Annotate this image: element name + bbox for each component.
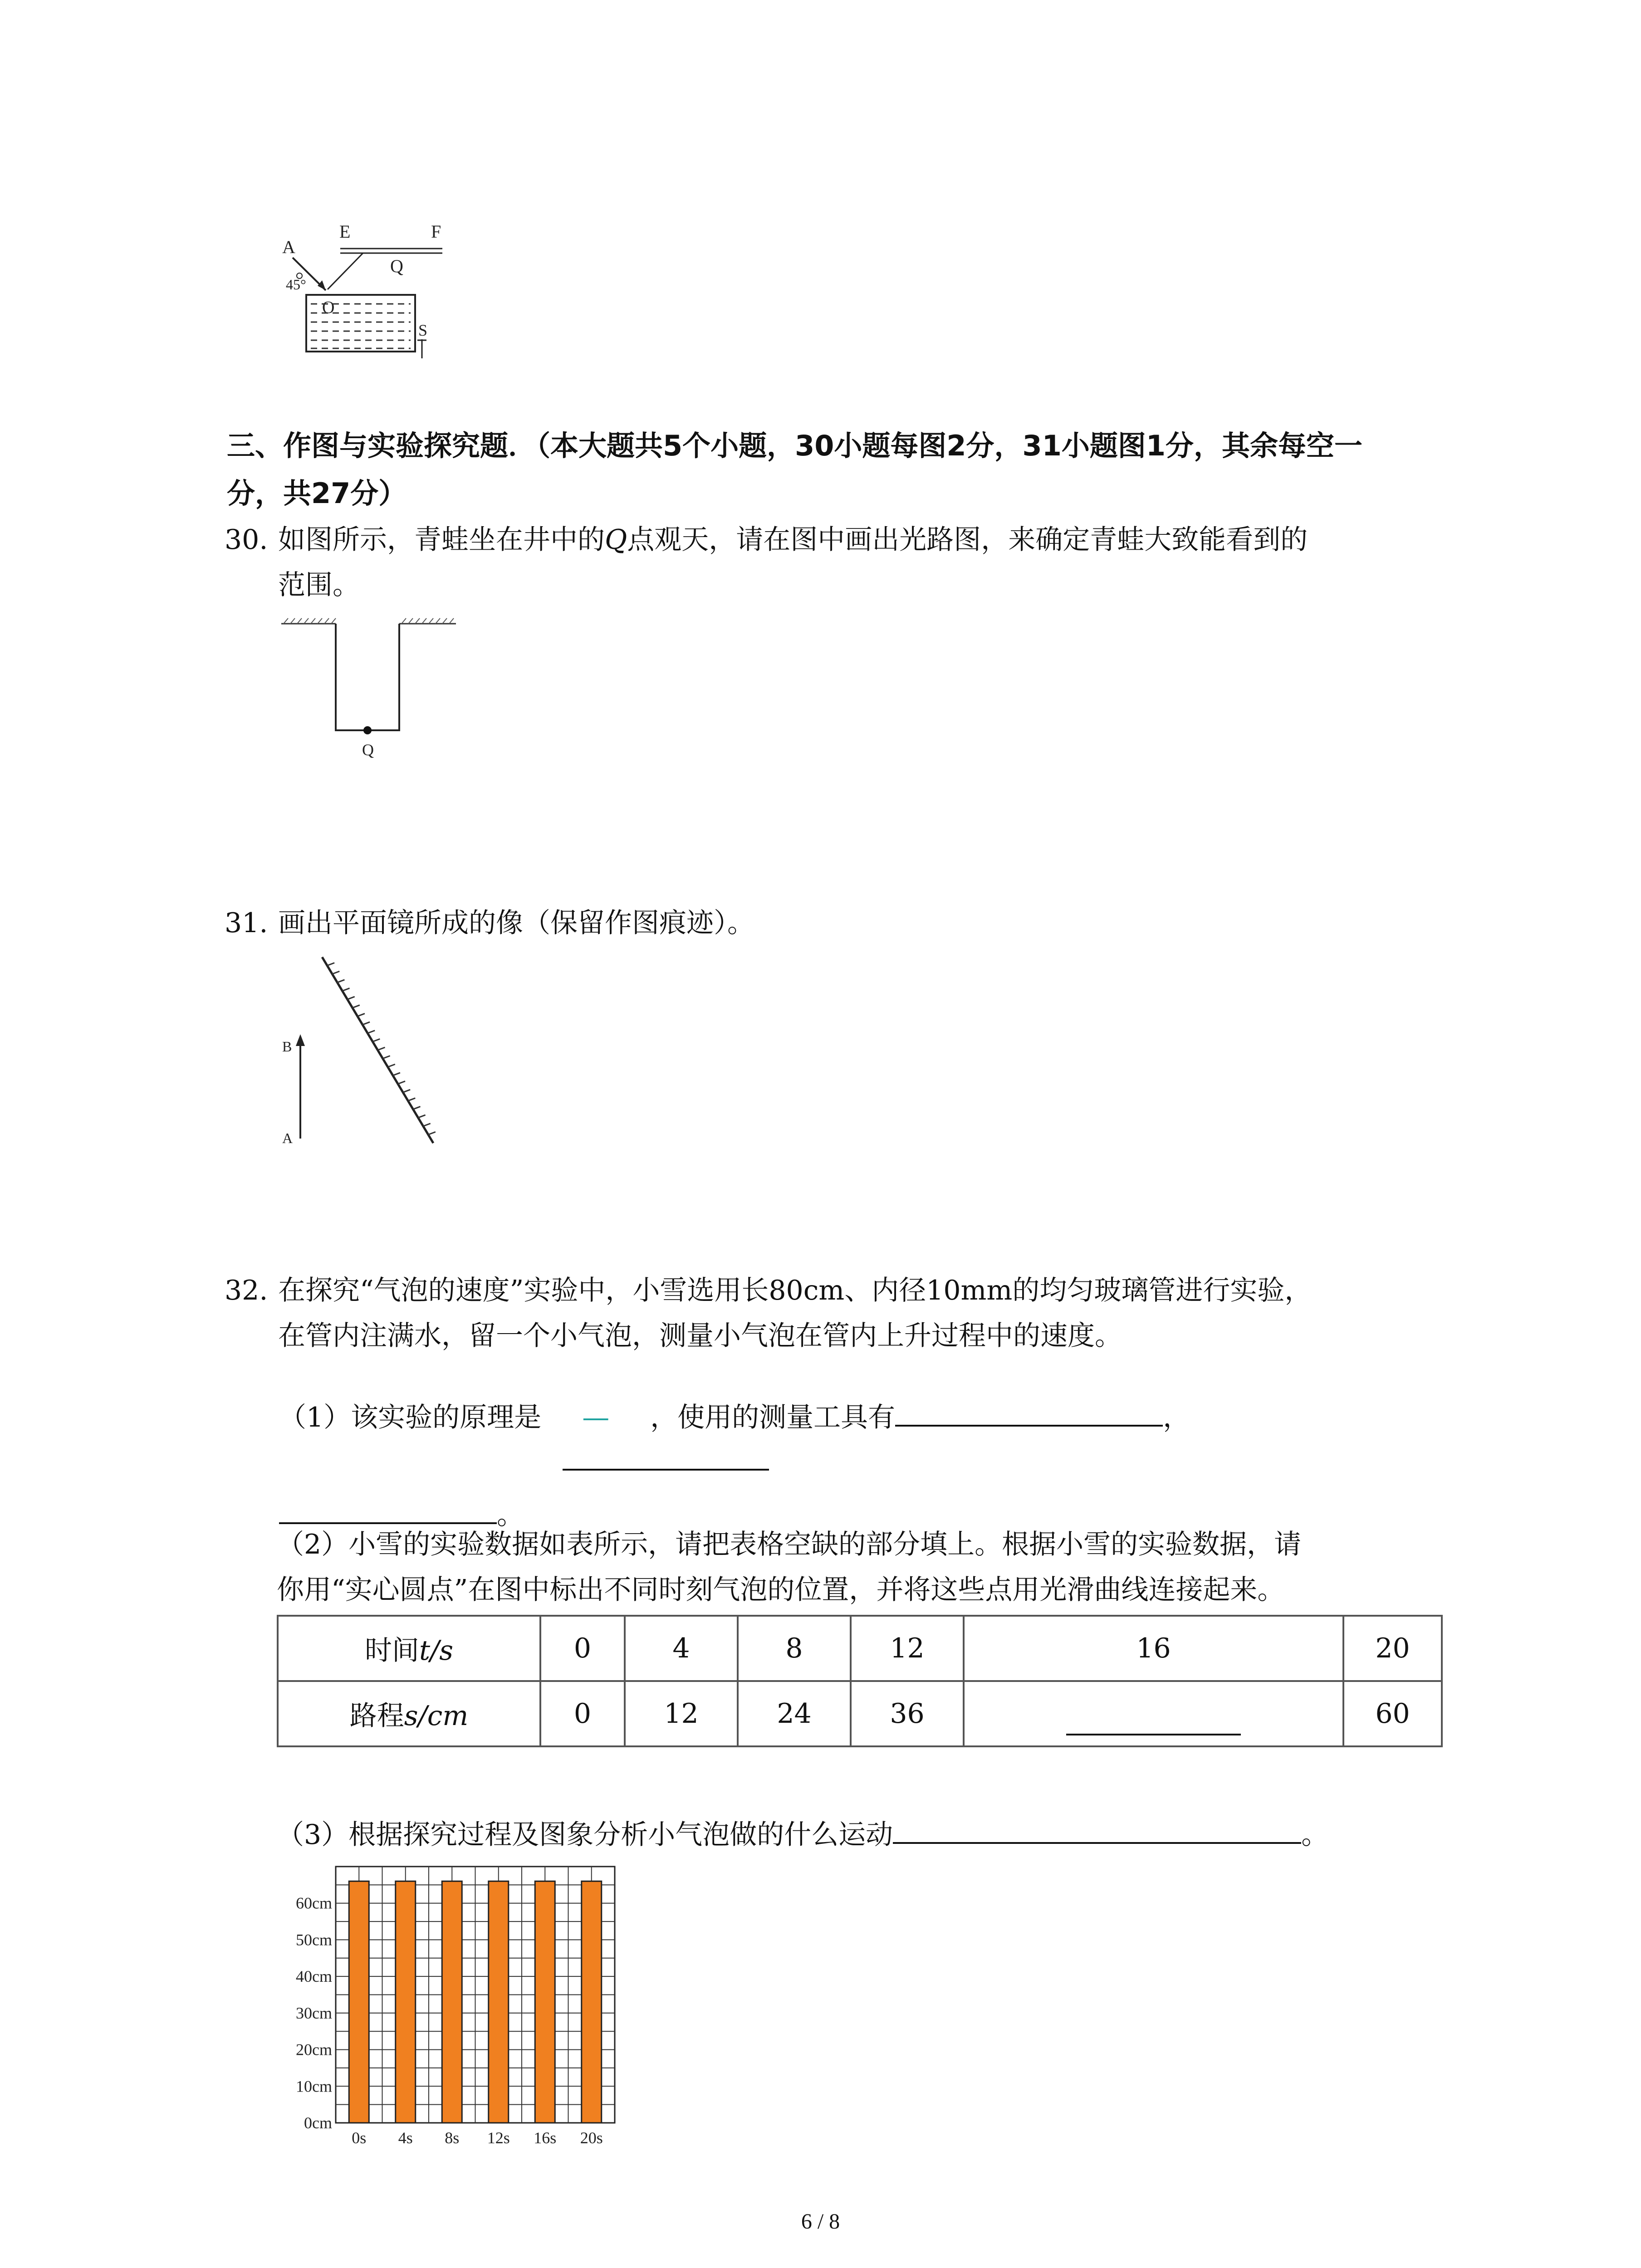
y-tick-label: 30cm xyxy=(296,2004,332,2022)
question-31 xyxy=(225,900,1450,946)
part-2-text: 你用“实心圆点”在图中标出不同时刻气泡的位置，并将这些点用光滑曲线连接起来。 xyxy=(277,1574,1285,1606)
question-text: 在管内注满水，留一个小气泡，测量小气泡在管内上升过程中的速度。 xyxy=(278,1320,1122,1352)
question-text: 在探究“气泡的速度”实验中，小雪选用长80cm、内径10mm的均匀玻璃管进行实验， xyxy=(278,1275,1312,1306)
part-2 xyxy=(277,1522,1479,1613)
question-var: Q xyxy=(605,524,627,556)
question-30 xyxy=(225,517,1450,608)
label-e: E xyxy=(339,222,351,242)
tool-answer-blank-2[interactable] xyxy=(279,1497,497,1524)
question-number: 31. xyxy=(225,907,268,939)
table-row-time xyxy=(278,1616,1442,1681)
part-1-line xyxy=(279,1395,1459,1440)
table-cell: 20 xyxy=(1343,1616,1442,1681)
light-tank-figure xyxy=(272,222,463,367)
bubble-chart xyxy=(277,1860,622,2150)
table-cell: 12 xyxy=(851,1616,964,1681)
principle-dash: — xyxy=(582,1402,610,1433)
tool-answer-blank-1[interactable] xyxy=(895,1399,1163,1427)
table-cell: 24 xyxy=(738,1681,851,1746)
label-o: O xyxy=(322,298,335,317)
question-text: 如图所示，青蛙坐在井中的 xyxy=(278,524,605,556)
table-row-distance xyxy=(278,1681,1442,1746)
x-tick-label: 20s xyxy=(580,2129,603,2147)
x-tick-label: 8s xyxy=(445,2129,460,2147)
table-cell: 36 xyxy=(851,1681,964,1746)
label-a: A xyxy=(282,1130,293,1146)
label-q: Q xyxy=(390,256,403,276)
bar xyxy=(535,1881,555,2123)
section-heading xyxy=(227,422,1443,517)
table-cell: 8 xyxy=(738,1616,851,1681)
part-1-text: ，使用的测量工具有 xyxy=(650,1402,896,1433)
part-1-text: （1）该实验的原理是 xyxy=(279,1402,542,1433)
part-3-text: （3）根据探究过程及图象分析小气泡做的什么运动 xyxy=(277,1819,893,1851)
y-tick-label: 10cm xyxy=(296,2077,332,2096)
row-label-time: 时间t/s xyxy=(278,1616,540,1681)
y-tick-label: 50cm xyxy=(296,1931,332,1949)
table-cell: 0 xyxy=(540,1616,625,1681)
section-heading-line1: 三、作图与实验探究题．（本大题共5个小题，30小题每图2分，31小题图1分，其余每空一 xyxy=(227,429,1362,462)
label-f: F xyxy=(431,222,441,242)
y-tick-label: 40cm xyxy=(296,1967,332,1986)
question-number: 30. xyxy=(225,524,268,556)
part-3-end: 。 xyxy=(1301,1819,1329,1851)
y-tick-label: 0cm xyxy=(304,2114,332,2132)
part-1-end: 。 xyxy=(497,1499,524,1531)
label-b: B xyxy=(282,1038,292,1055)
label-q: Q xyxy=(362,741,374,759)
bar xyxy=(396,1881,416,2123)
part-2-text: （2）小雪的实验数据如表所示，请把表格空缺的部分填上。根据小雪的实验数据，请 xyxy=(277,1529,1302,1560)
point-q xyxy=(363,726,372,734)
well-figure xyxy=(277,615,467,764)
part-1-comma: ， xyxy=(1163,1402,1190,1433)
label-s: S xyxy=(418,321,428,339)
x-tick-label: 0s xyxy=(352,2129,367,2147)
page-number: 6 / 8 xyxy=(801,2209,840,2234)
x-tick-label: 4s xyxy=(398,2129,413,2147)
x-tick-label: 16s xyxy=(534,2129,557,2147)
table-cell: 12 xyxy=(625,1681,738,1746)
y-tick-label: 60cm xyxy=(296,1894,332,1912)
table-cell: 0 xyxy=(540,1681,625,1746)
x-tick-label: 12s xyxy=(487,2129,510,2147)
label-angle: 45° xyxy=(286,276,306,293)
bar xyxy=(489,1881,509,2123)
row-label-distance: 路程s/cm xyxy=(278,1681,540,1746)
y-tick-label: 20cm xyxy=(296,2040,332,2059)
label-a: A xyxy=(282,237,295,257)
distance-answer-blank[interactable] xyxy=(1066,1710,1241,1735)
motion-answer-blank[interactable] xyxy=(893,1817,1301,1844)
part-3 xyxy=(277,1812,1502,1857)
question-32 xyxy=(225,1268,1472,1359)
data-table xyxy=(277,1615,1443,1747)
mirror-figure xyxy=(272,953,463,1157)
bar xyxy=(582,1881,602,2123)
table-cell: 60 xyxy=(1343,1681,1442,1746)
distance-answer-cell[interactable] xyxy=(964,1681,1343,1746)
table-cell: 4 xyxy=(625,1616,738,1681)
bar xyxy=(349,1881,369,2123)
question-text: 范围。 xyxy=(278,569,360,601)
question-text: 画出平面镜所成的像（保留作图痕迹）。 xyxy=(278,907,754,939)
principle-answer-blank[interactable] xyxy=(563,1469,769,1471)
question-number: 32. xyxy=(225,1275,268,1306)
question-text: 点观天，请在图中画出光路图，来确定青蛙大致能看到的 xyxy=(627,524,1308,556)
table-cell: 16 xyxy=(964,1616,1343,1681)
section-heading-line2: 分，共27分） xyxy=(227,477,407,510)
bar xyxy=(442,1881,462,2123)
